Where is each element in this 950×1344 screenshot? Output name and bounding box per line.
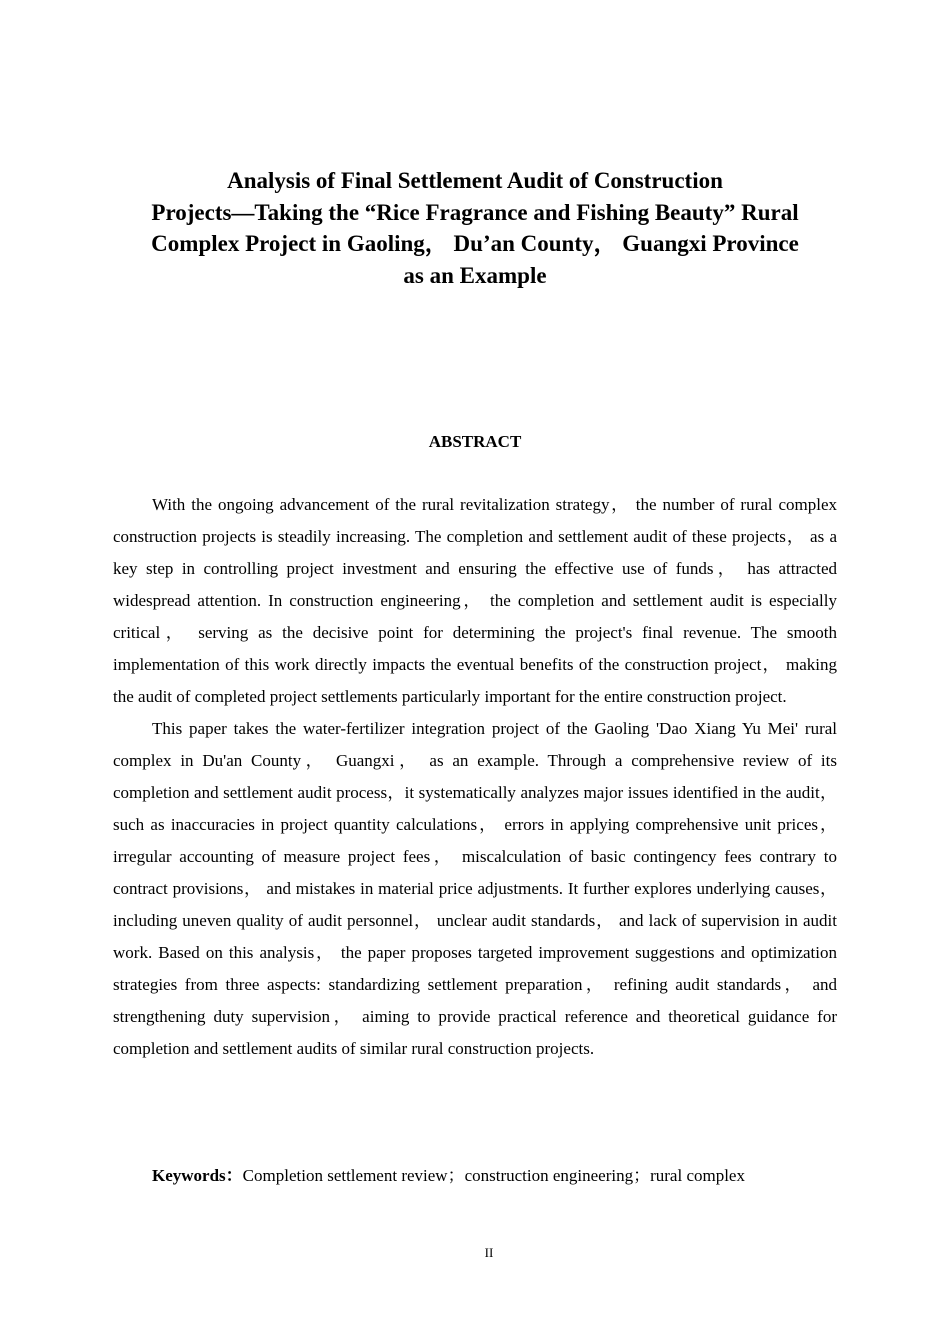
page-number: II xyxy=(484,1245,494,1260)
paper-title xyxy=(100,165,850,291)
abstract-body xyxy=(113,489,837,1065)
keywords-text: Completion settlement review；construction engineering；rural complex xyxy=(242,1166,745,1185)
abstract-paragraph: With the ongoing advancement of the rural revitalization strategy， the number of rural complex construction projects is steadily increasing. The completion and settlement audit of these projects， as a key step in controlling project investment and ensuring the effective use of funds， has attracted widespread attention. In construction engineering， the completion and settlement audit is especially critical， serving as the decisive point for determining the project's final revenue. The smooth implementation of this work directly impacts the eventual benefits of the construction project， making the audit of completed project settlements particularly important for the entire construction project. xyxy=(113,495,837,706)
abstract-paragraph: This paper takes the water-fertilizer integration project of the Gaoling 'Dao Xiang Yu Mei' rural complex in Du'an County， Guangxi， as an example. Through a comprehensive review of its completion and settlement audit process，it systematically analyzes major issues identified in the audit， such as inaccuracies in project quantity calculations， errors in applying comprehensive unit prices， irregular accounting of measure project fees， miscalculation of basic contingency fees contrary to contract provisions， and mistakes in material price adjustments. It further explores underlying causes，including uneven quality of audit personnel， unclear audit standards， and lack of supervision in audit work. Based on this analysis， the paper proposes targeted improvement suggestions and optimization strategies from three aspects: standardizing settlement preparation， refining audit standards， and strengthening duty supervision， aiming to provide practical reference and theoretical guidance for completion and settlement audits of similar rural construction projects. xyxy=(113,719,837,1058)
title-line: as an Example xyxy=(403,262,547,288)
abstract-heading: ABSTRACT xyxy=(428,432,522,451)
title-line: Projects—Taking the “Rice Fragrance and Fishing Beauty” Rural xyxy=(151,199,799,225)
keywords-line xyxy=(152,1160,852,1192)
title-line: Complex Project in Gaoling， Du’an County， Guangxi Province xyxy=(151,231,799,256)
keywords-label: Keywords： xyxy=(152,1166,243,1185)
title-line: Analysis of Final Settlement Audit of Construction xyxy=(227,168,723,193)
